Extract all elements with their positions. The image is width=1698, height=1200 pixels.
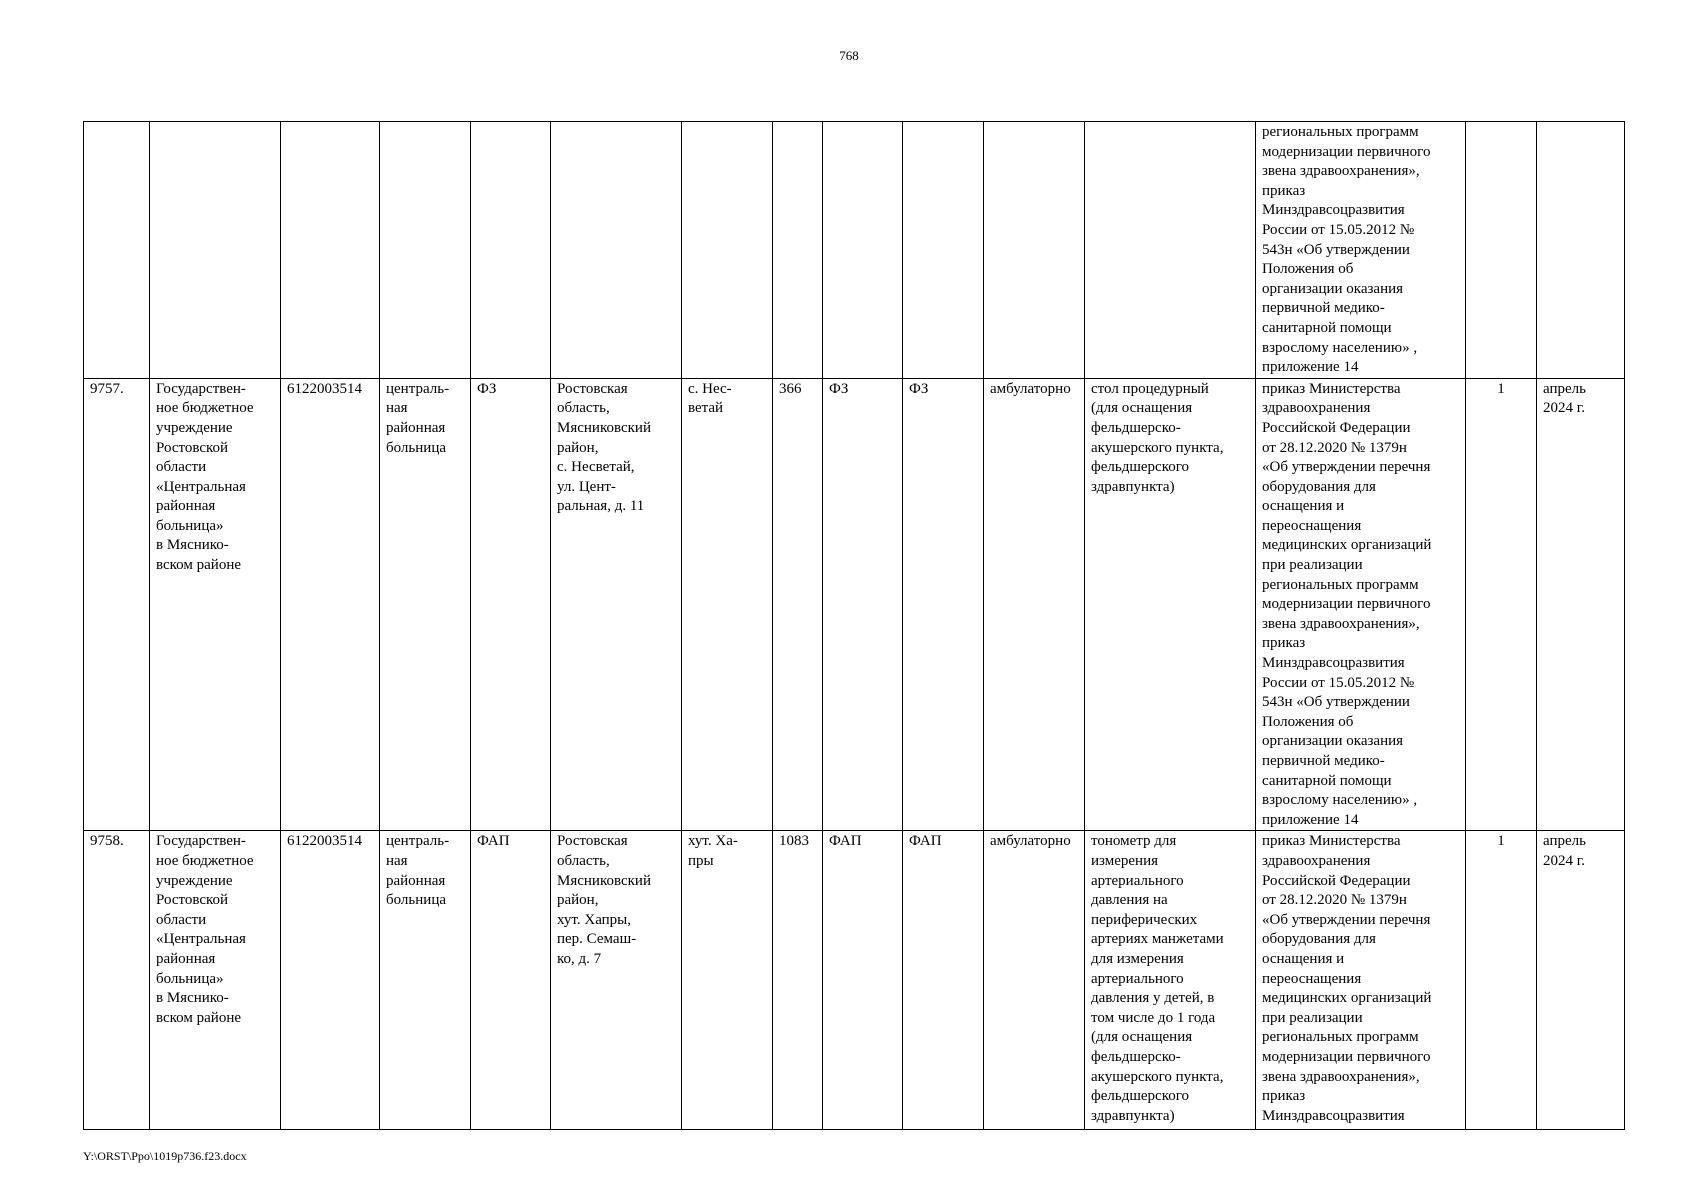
cell-unit-to <box>903 122 984 379</box>
cell-population <box>773 122 823 379</box>
cell-settlement: хут. Ха- пры <box>682 831 773 1130</box>
cell-institution: Государствен- ное бюджетное учреждение Ростовской области «Центральная районная больница» в Мяснико- вском районе <box>150 378 281 831</box>
cell-deadline: апрель 2024 г. <box>1537 831 1625 1130</box>
cell-unit-to: ФЗ <box>903 378 984 831</box>
cell-institution: Государствен- ное бюджетное учреждение Ростовской области «Центральная районная больница» в Мяснико- вском районе <box>150 831 281 1130</box>
table-row-continuation <box>84 122 1625 379</box>
cell-settlement <box>682 122 773 379</box>
cell-conditions: амбулаторно <box>984 378 1085 831</box>
cell-equipment <box>1085 122 1256 379</box>
cell-type: централь- ная районная больница <box>380 831 471 1130</box>
cell-deadline: апрель 2024 г. <box>1537 378 1625 831</box>
cell-unit-to: ФАП <box>903 831 984 1130</box>
cell-address: Ростовская область, Мясниковский район, с. Несветай, ул. Цент- ральная, д. 11 <box>551 378 682 831</box>
cell-basis: приказ Министерства здравоохранения Российской Федерации от 28.12.2020 № 1379н «Об утверждении перечня оборудования для оснащения и переоснащения медицинских организаций при реализации региональных программ модернизации первичного звена здравоохранения», приказ Минздравсоцразвития России от 15.05.2012 № 543н «Об утверждении Положения об организации оказания первичной медико- санитарной помощи взрослому населению» , приложение 14 <box>1256 378 1466 831</box>
cell-inn <box>281 122 380 379</box>
cell-quantity: 1 <box>1466 378 1537 831</box>
table-row-9758 <box>84 831 1625 1130</box>
cell-unit-from <box>823 122 903 379</box>
cell-basis: приказ Министерства здравоохранения Российской Федерации от 28.12.2020 № 1379н «Об утверждении перечня оборудования для оснащения и переоснащения медицинских организаций при реализации региональных программ модернизации первичного звена здравоохранения», приказ Минздравсоцразвития <box>1256 831 1466 1130</box>
cell-population: 366 <box>773 378 823 831</box>
cell-population: 1083 <box>773 831 823 1130</box>
cell-basis: региональных программ модернизации первичного звена здравоохранения», приказ Минздравсоцразвития России от 15.05.2012 № 543н «Об утверждении Положения об организации оказания первичной медико- санитарной помощи взрослому населению» , приложение 14 <box>1256 122 1466 379</box>
cell-unit: ФАП <box>471 831 551 1130</box>
cell-settlement: с. Нес- ветай <box>682 378 773 831</box>
cell-quantity <box>1466 122 1537 379</box>
cell-type <box>380 122 471 379</box>
footer-file-path: Y:\ORST\Ppo\1019p736.f23.docx <box>83 1149 247 1163</box>
cell-quantity: 1 <box>1466 831 1537 1130</box>
cell-num: 9758. <box>84 831 150 1130</box>
cell-unit-from: ФАП <box>823 831 903 1130</box>
cell-conditions <box>984 122 1085 379</box>
cell-address <box>551 122 682 379</box>
cell-type: централь- ная районная больница <box>380 378 471 831</box>
cell-num <box>84 122 150 379</box>
cell-unit <box>471 122 551 379</box>
cell-inn: 6122003514 <box>281 831 380 1130</box>
cell-inn: 6122003514 <box>281 378 380 831</box>
cell-conditions: амбулаторно <box>984 831 1085 1130</box>
cell-unit: ФЗ <box>471 378 551 831</box>
cell-address: Ростовская область, Мясниковский район, хут. Хапры, пер. Семаш- ко, д. 7 <box>551 831 682 1130</box>
cell-deadline <box>1537 122 1625 379</box>
table-row-9757 <box>84 378 1625 831</box>
cell-unit-from: ФЗ <box>823 378 903 831</box>
cell-institution <box>150 122 281 379</box>
equipment-table <box>83 121 1625 1130</box>
cell-equipment: тонометр для измерения артериального давления на периферических артериях манжетами для измерения артериального давления у детей, в том числе до 1 года (для оснащения фельдшерско- акушерского пункта, фельдшерского здравпункта) <box>1085 831 1256 1130</box>
cell-num: 9757. <box>84 378 150 831</box>
page-number: 768 <box>839 48 859 63</box>
cell-equipment: стол процедурный (для оснащения фельдшерско- акушерского пункта, фельдшерского здравпункта) <box>1085 378 1256 831</box>
